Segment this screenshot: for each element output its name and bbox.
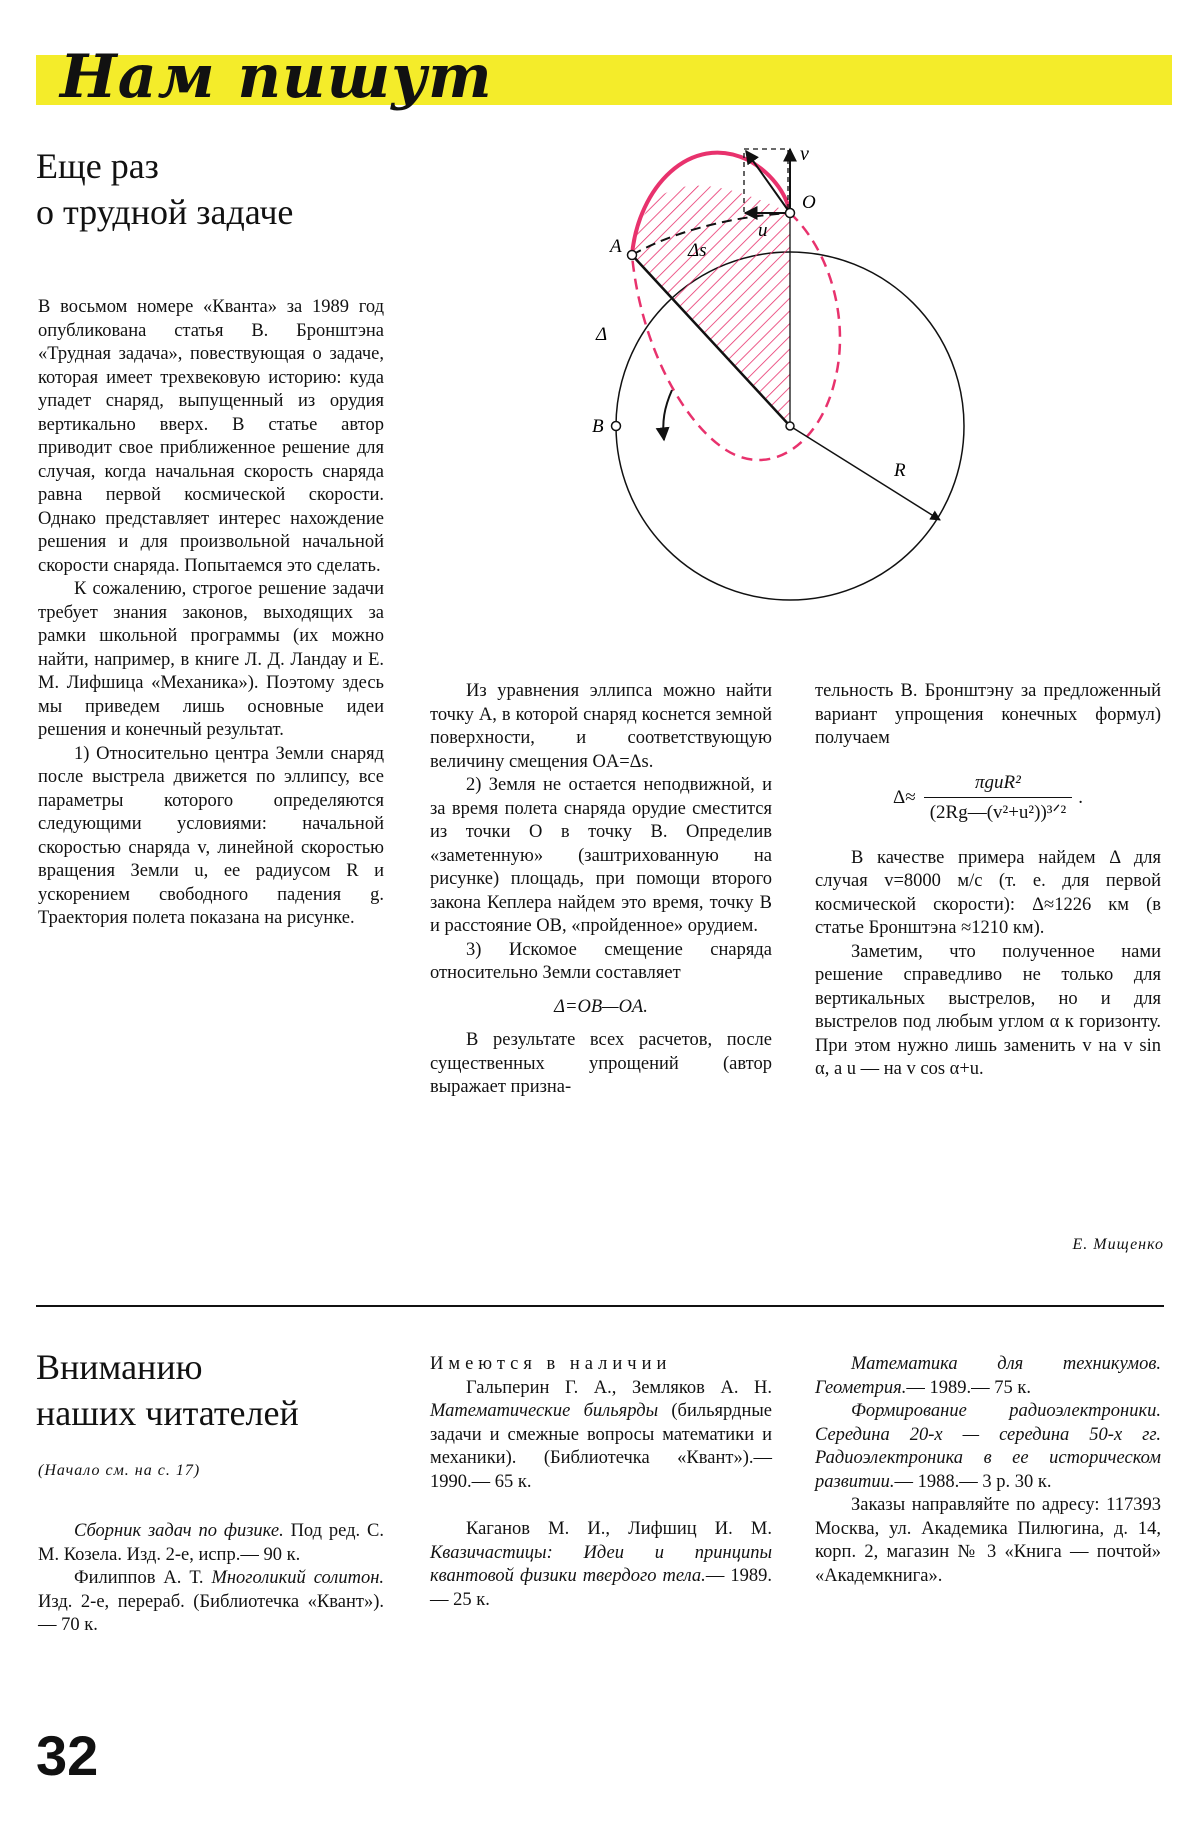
paragraph: Заметим, что полученное нами решение справедливо не только для вертикальных выстрелов, но и для выстрелов под любым углом α к горизонту. При этом нужно лишь заменить v на v sin α, а u — на v cos α+u.	[815, 941, 1161, 1079]
page-number: 32	[36, 1724, 99, 1787]
book-author: Гальперин Г. А., Земляков А. Н.	[466, 1377, 772, 1398]
book-title: Сборник задач по физике.	[74, 1521, 284, 1541]
continuation-note: (Начало см. на с. 17)	[38, 1462, 201, 1479]
book-details: (бильярдные задачи и смежные вопросы математики и механики). (Библиотечка «Квант»).— 1990.— 65 к.	[430, 1401, 772, 1492]
orbit-diagram	[540, 140, 1020, 700]
article1-column-3	[815, 680, 1161, 1082]
article-title	[36, 143, 293, 235]
paragraph: 2) Земля не остается неподвижной, и за время полета снаряда орудие сместится из точки O в точку B. Определив «заметенную» (заштрихованную на рисунке) площадь, при помощи второго закона Кеплера найдем это время, точку B и расстояние OB, «пройденное» орудием.	[430, 775, 772, 936]
article2-column-3	[815, 1353, 1161, 1588]
book-details: — 1989.— 75 к.	[906, 1377, 1031, 1398]
availability-header: Имеются в наличии	[430, 1354, 672, 1374]
article2-title	[36, 1344, 299, 1436]
book-title: Квазичастицы: Идеи и принципы квантовой физики твердого тела.	[430, 1542, 772, 1586]
paragraph: В результате всех расчетов, после существенных упрощений (автор выражает призна-	[430, 1030, 772, 1097]
article1-column-2	[430, 680, 772, 1100]
paragraph: К сожалению, строгое решение задачи требует знания законов, выходящих за рамки школьной программы (их можно найти, например, в книге Л. Д. Ландау и Е. М. Лифшица «Механика»). Поэтому здесь мы приведем лишь основные идеи решения и конечный результат.	[38, 579, 384, 740]
section-divider	[36, 1305, 1164, 1307]
book-title: Многоликий солитон.	[211, 1568, 384, 1588]
book-title: Математика для техникумов. Геометрия.	[815, 1354, 1161, 1398]
paragraph: 1) Относительно центра Земли снаряд после выстрела движется по эллипсу, все параметры которого определяются следующими условиями: начальной скоростью снаряда v, линейной скоростью вращения Земли u, ее радиусом R и ускорением свободного падения g. Траектория полета показана на рисунке.	[38, 743, 384, 928]
formula-end: .	[1078, 786, 1083, 808]
article2-column-2	[430, 1353, 772, 1612]
book-entry	[815, 1353, 1161, 1400]
label-delta: Δ	[596, 324, 608, 345]
paragraph: тельность В. Бронштэну за предложенный вариант упрощения конечных формул) получаем	[815, 681, 1161, 748]
formula-result	[815, 771, 1161, 825]
article-title-line1: Еще раз	[36, 146, 159, 186]
author-signature: Е. Мищенко	[1072, 1236, 1164, 1253]
book-entry	[430, 1518, 772, 1612]
book-title: Формирование радиоэлектроники. Середина 20-х — середина 50-х гг. Радиоэлектроника в ее историческом развитии.	[815, 1401, 1161, 1492]
book-details: — 1989. — 25 к.	[430, 1566, 773, 1610]
book-details: Под ред. С. М. Козела. Изд. 2-е, испр.— 90 к.	[38, 1521, 384, 1565]
article2-title-line2: наших читателей	[36, 1393, 299, 1433]
book-entry	[430, 1377, 772, 1495]
paragraph: В качестве примера найдем Δ для случая v=8000 м/с (т. е. для первой космической скорости): Δ≈1226 км (в статье Бронштэна ≈1210 км).	[815, 847, 1161, 938]
article1-column-1	[38, 296, 384, 931]
book-entry	[38, 1567, 384, 1638]
book-author: Филиппов А. Т.	[74, 1568, 212, 1588]
article2-title-line1: Вниманию	[36, 1347, 203, 1387]
book-details: Изд. 2-е, перераб. (Библиотечка «Квант»).— 70 к.	[38, 1591, 384, 1635]
order-address: Заказы направляйте по адресу: 117393 Москва, ул. Академика Пилюгина, д. 14, корп. 2, магазин № 3 «Книга — почтой» «Академкнига».	[815, 1495, 1161, 1586]
article2-column-1	[38, 1520, 384, 1638]
rotation-arrow	[663, 390, 672, 440]
point-o	[786, 209, 795, 218]
book-details: — 1988.— 3 р. 30 к.	[894, 1471, 1052, 1492]
formula-delta: Δ=OB—OA.	[554, 996, 648, 1017]
label-u: u	[758, 220, 768, 241]
label-a: A	[610, 236, 622, 257]
label-v: v	[800, 143, 809, 165]
section-title: Нам пишут	[60, 42, 493, 112]
book-author: Каганов М. И., Лифшиц И. М.	[466, 1519, 772, 1539]
book-entry	[815, 1400, 1161, 1494]
formula-denominator: (2Rg—(v²+u²))³ᐟ²	[924, 797, 1073, 825]
paragraph: Из уравнения эллипса можно найти точку A, в которой снаряд коснется земной поверхности, и соответствующую величину смещения OA=Δs.	[430, 681, 772, 772]
point-center	[786, 422, 794, 430]
paragraph: В восьмом номере «Кванта» за 1989 год опубликована статья В. Бронштэна «Трудная задача», повествующая о задаче, которая имеет трехвековую историю: куда упадет снаряд, выпущенный из орудия вертикально вверх. В статье автор приводит свое приближенное решение для случая, когда начальная скорость снаряда равна первой космической скорости. Однако представляет интерес нахождение решения и для произвольной начальной скорости снаряда. Попытаемся это сделать.	[38, 297, 384, 576]
point-b	[612, 422, 621, 431]
formula-fraction	[924, 771, 1073, 825]
label-o: O	[802, 192, 816, 213]
point-a	[628, 251, 637, 260]
radius-r	[790, 426, 940, 520]
formula-numerator: πguR²	[975, 771, 1021, 793]
book-entry	[38, 1520, 384, 1567]
label-ds: Δs	[688, 240, 707, 261]
formula-lhs: Δ≈	[893, 786, 916, 808]
paragraph: 3) Искомое смещение снаряда относительно Земли составляет	[430, 939, 772, 983]
label-b: B	[592, 416, 604, 437]
label-r: R	[894, 460, 906, 481]
article-title-line2: о трудной задаче	[36, 192, 294, 232]
book-title: Математические бильярды	[430, 1401, 659, 1421]
